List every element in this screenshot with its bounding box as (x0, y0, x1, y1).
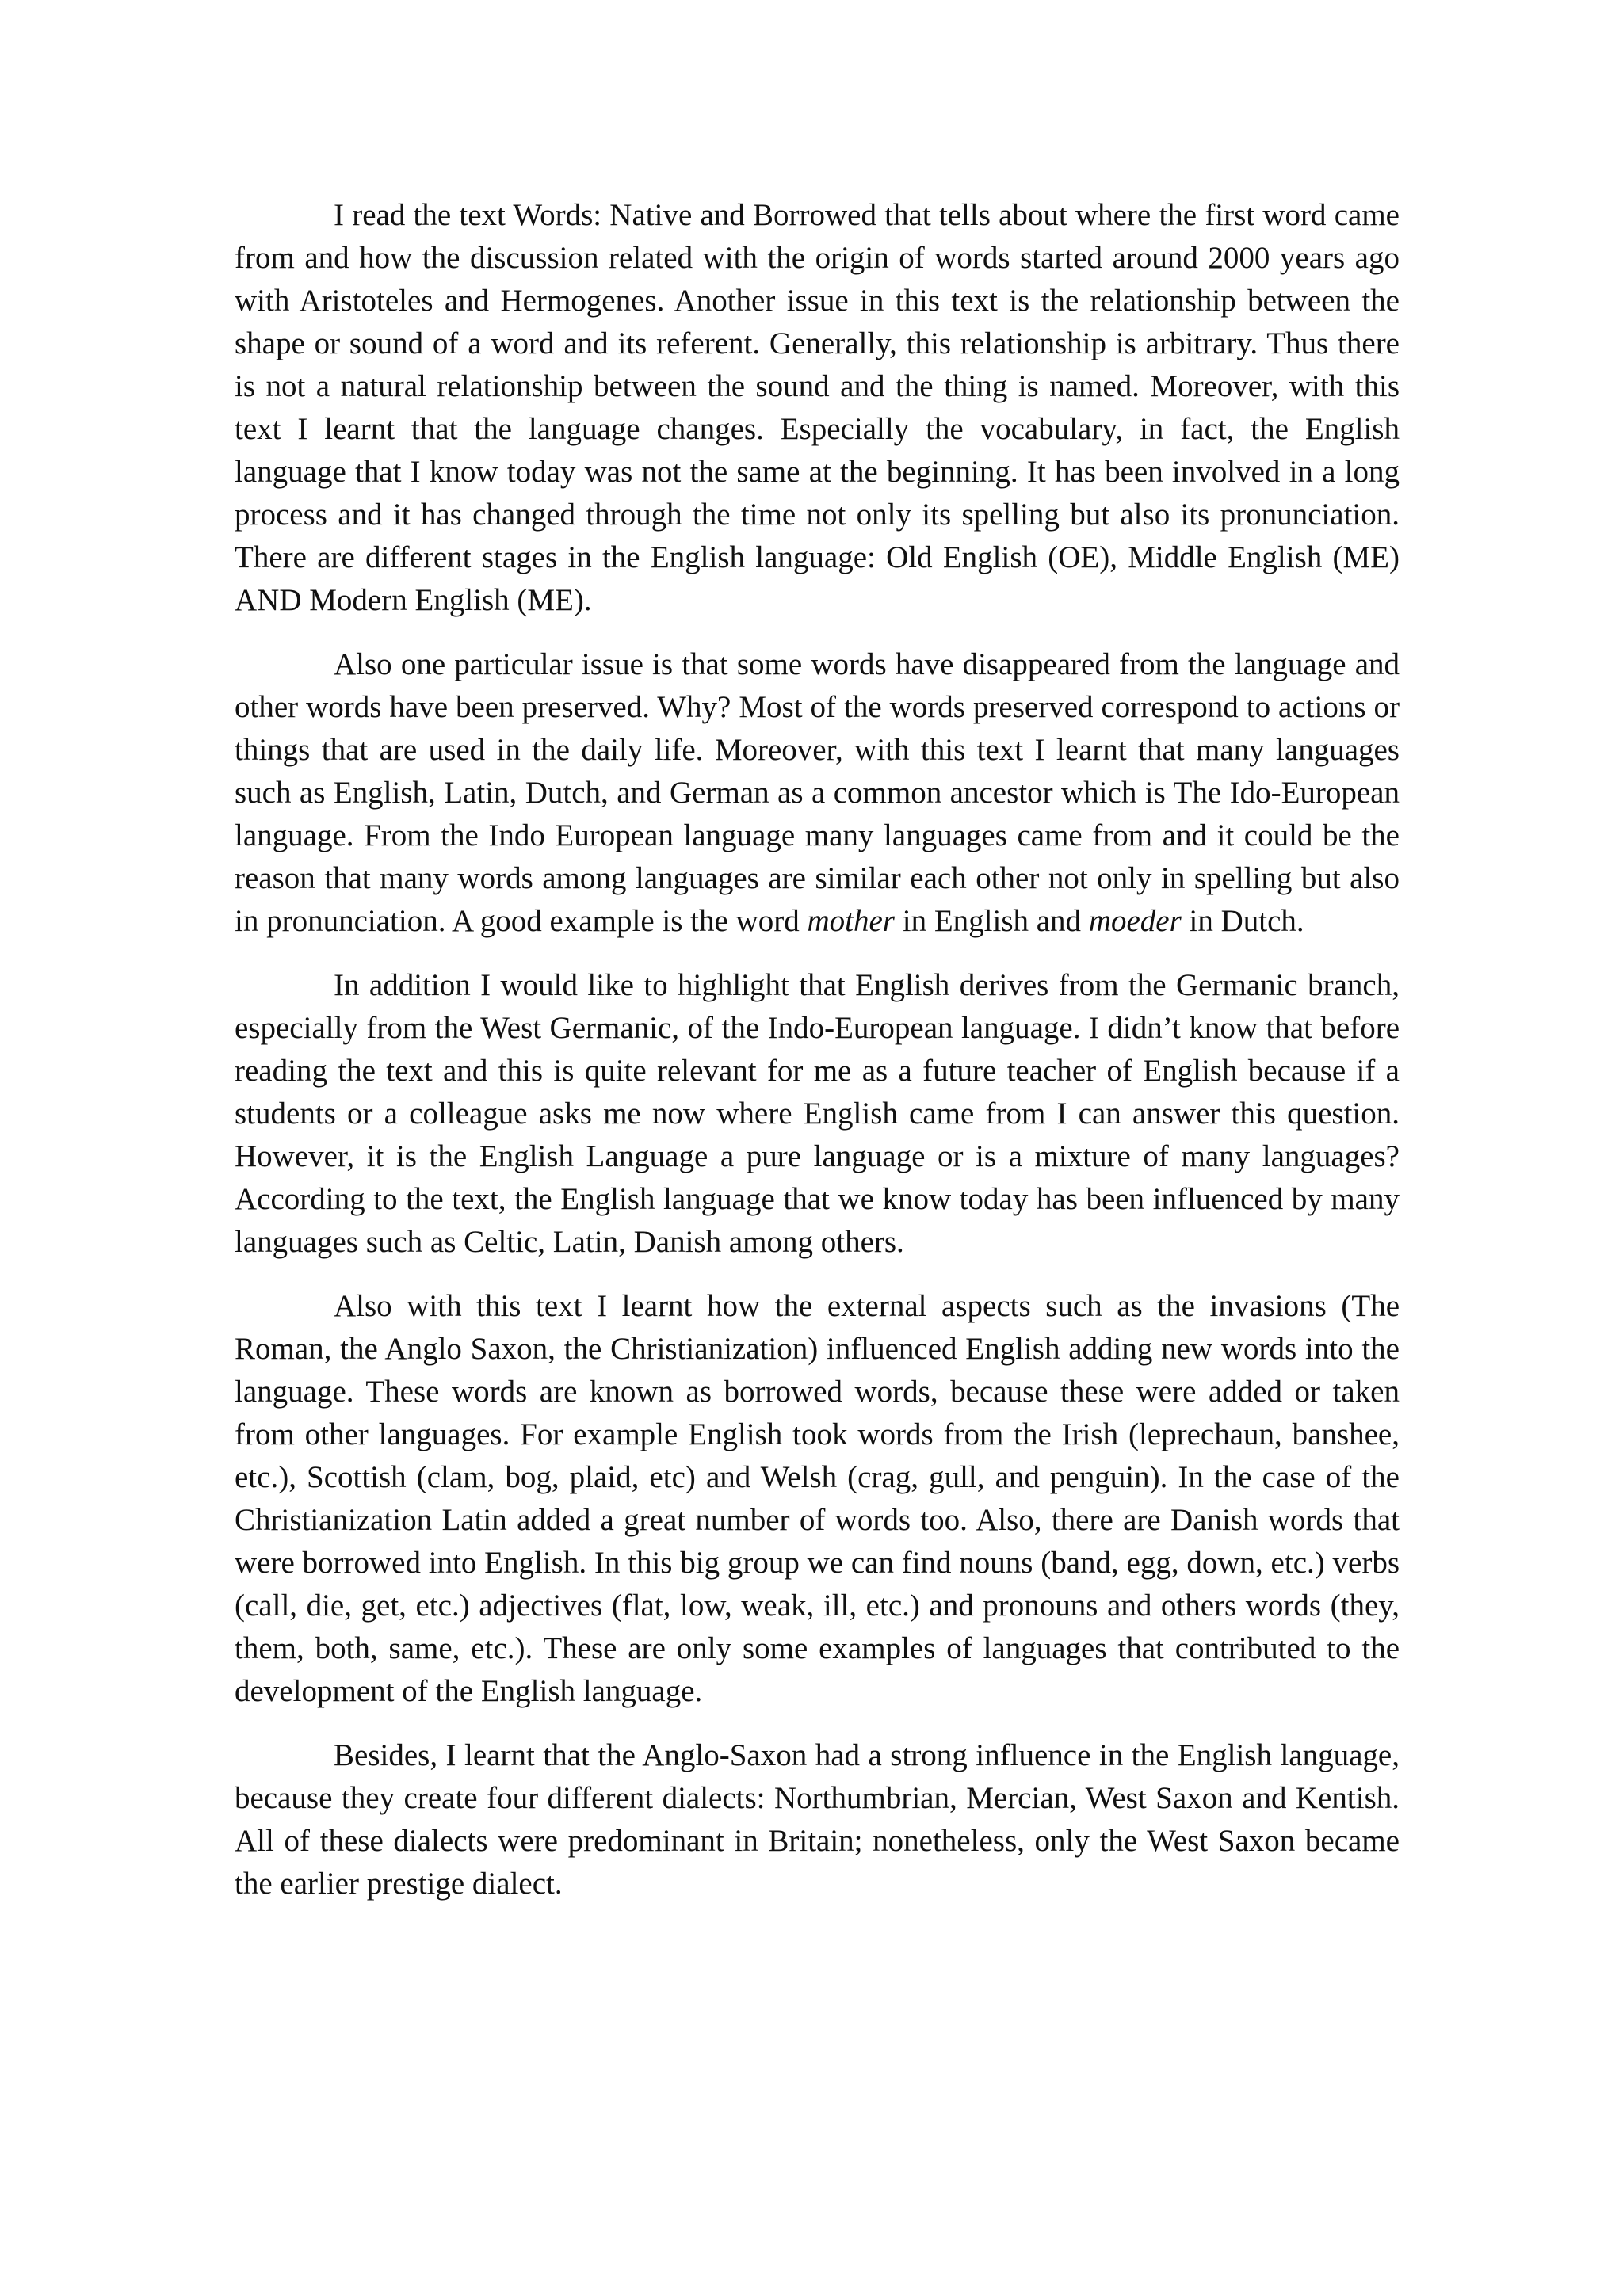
paragraph-2-text-c: in Dutch. (1181, 904, 1304, 938)
paragraph-3: In addition I would like to highlight that English derives from the Germanic branch, especially from the West Germanic, of the Indo-European language. I didn’t know that before reading the text and this is quite relevant for me as a future teacher of English because if a students or a colleague asks me now where English came from I can answer this question. However, it is the English Language a pure language or is a mixture of many languages? According to the text, the English language that we know today has been influenced by many languages such as Celtic, Latin, Danish among others. (235, 968, 1400, 1259)
paragraph-2-text-b: in English and (894, 904, 1089, 938)
paragraph-5: Besides, I learnt that the Anglo-Saxon had a strong influence in the English language, because they create four different dialects: Northumbrian, Mercian, West Saxon and Kentish. All of these dialects were predominant in Britain; nonetheless, only the West Saxon became the earlier prestige dialect. (235, 1738, 1400, 1901)
italic-word-mother: mother (807, 904, 895, 938)
document-body (235, 194, 1400, 1905)
paragraph-4: Also with this text I learnt how the external aspects such as the invasions (The Roman, the Anglo Saxon, the Christianization) influenced English adding new words into the language. These words are known as borrowed words, because these were added or taken from other languages. For example English took words from the Irish (leprechaun, banshee, etc.), Scottish (clam, bog, plaid, etc) and Welsh (crag, gull, and penguin). In the case of the Christianization Latin added a great number of words too. Also, there are Danish words that were borrowed into English. In this big group we can find nouns (band, egg, down, etc.) verbs (call, die, get, etc.) adjectives (flat, low, weak, ill, etc.) and pronouns and others words (they, them, both, same, etc.). These are only some examples of languages that contributed to the development of the English language. (235, 1289, 1400, 1708)
paragraph-2 (235, 643, 1400, 943)
paragraph-2-text-a: Also one particular issue is that some words have disappeared from the language and other words have been preserved. Why? Most of the words preserved correspond to actions or things that are used in the daily life. Moreover, with this text I learnt that many languages such as English, Latin, Dutch, and German as a common ancestor which is The Ido-European language. From the Indo European language many languages came from and it could be the reason that many words among languages are similar each other not only in spelling but also in pronunciation. A good example is the word (235, 647, 1400, 938)
italic-word-moeder: moeder (1088, 904, 1182, 938)
paragraph-1: I read the text Words: Native and Borrowed that tells about where the first word came from and how the discussion related with the origin of words started around 2000 years ago with Aristoteles and Hermogenes. Another issue in this text is the relationship between the shape or sound of a word and its referent. Generally, this relationship is arbitrary. Thus there is not a natural relationship between the sound and the thing is named. Moreover, with this text I learnt that the language changes. Especially the vocabulary, in fact, the English language that I know today was not the same at the beginning. It has been involved in a long process and it has changed through the time not only its spelling but also its pronunciation. There are different stages in the English language: Old English (OE), Middle English (ME) AND Modern English (ME). (235, 198, 1400, 617)
